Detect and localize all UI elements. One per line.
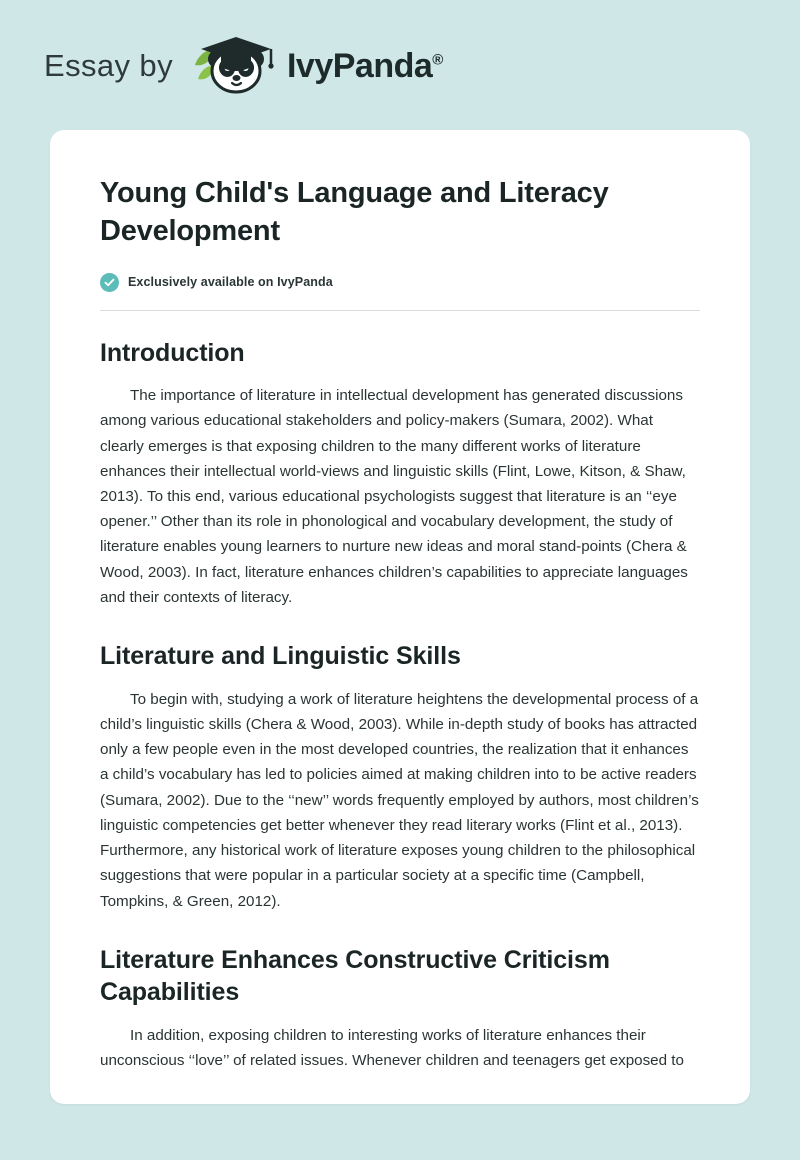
ivypanda-logo[interactable] <box>189 35 443 97</box>
section-heading: Literature Enhances Constructive Criticism Capabilities <box>100 945 610 1007</box>
panda-graduate-icon <box>189 35 285 97</box>
section-paragraph: The importance of literature in intellectual development has generated discussions among various educational stakeholders and policy-makers (Sumara, 2002). What clearly emerges is that exposing children to the many different works of literature enhances their intellectual world-views and linguistic skills (Flint, Lowe, Kitson, & Shaw, 2013). To this end, various educational psychologists suggest that literature is an ‘‘eye opener.’’ Other than its role in phonological and vocabulary development, the study of literature enables young learners to nurture new ideas and moral stand-points (Chera & Wood, 2003). In fact, literature enhances children’s capabilities to appreciate languages and their contexts of literacy. <box>100 387 688 606</box>
essay-body <box>76 174 724 1073</box>
exclusive-badge <box>100 273 700 292</box>
title-divider <box>100 310 700 311</box>
check-circle-icon <box>100 273 119 292</box>
brand-registered-mark: ® <box>432 51 443 69</box>
section-paragraph: In addition, exposing children to interesting works of literature enhances their unconscious ‘‘love’’ of related issues. Whenever children and teenagers get exposed to <box>100 1026 684 1069</box>
exclusive-badge-label: Exclusively available on IvyPanda <box>128 275 333 290</box>
brand-wordmark <box>287 47 443 86</box>
section-constructive-criticism <box>100 944 700 1073</box>
section-heading: Introduction <box>100 338 245 367</box>
brand-wordmark-text: IvyPanda <box>286 46 433 85</box>
section-paragraph: To begin with, studying a work of literature heightens the developmental process of a child’s linguistic skills (Chera & Wood, 2003). While in-depth study of books has attracted only a few people even in the most developed countries, the realization that it enhances a child’s vocabulary has led to policies aimed at making children into to be active readers (Sumara, 2002). Due to the ‘‘new’’ words frequently employed by authors, most children’s linguistic competencies get better whenever they read literary works (Flint et al., 2013). Furthermore, any historical work of literature exposes young children to the philosophical suggestions that were popular in a particular society at a specific time (Campbell, Tompkins, & Green, 2012). <box>100 690 699 910</box>
section-literature-linguistic-skills <box>100 640 700 914</box>
brand-prefix: Essay by <box>44 48 173 83</box>
section-introduction <box>100 337 700 611</box>
brand-header <box>0 0 800 96</box>
essay-card <box>50 130 750 1104</box>
page-title: Young Child's Language and Literacy Development <box>100 177 609 248</box>
section-heading: Literature and Linguistic Skills <box>100 642 461 671</box>
